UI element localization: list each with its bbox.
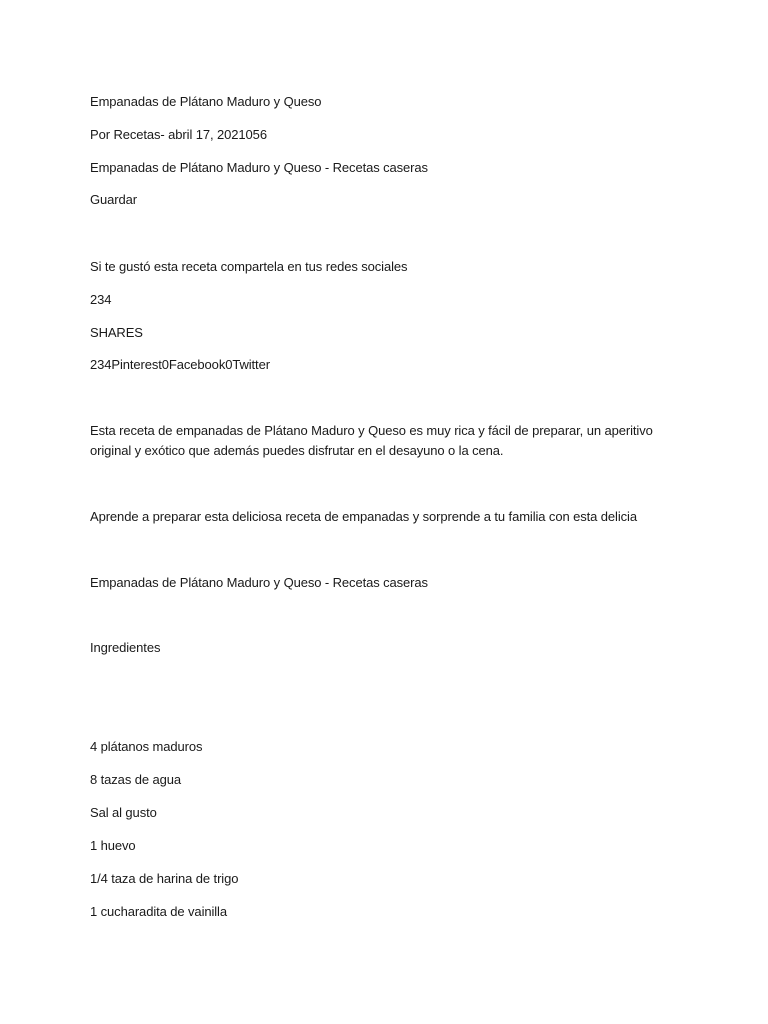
byline: Por Recetas- abril 17, 2021056	[90, 127, 267, 142]
save-link[interactable]: Guardar	[90, 192, 137, 207]
ingredient-item: 1 cucharadita de vainilla	[90, 904, 227, 919]
share-prompt: Si te gustó esta receta compartela en tus redes sociales	[90, 259, 408, 274]
shares-label: SHARES	[90, 325, 143, 340]
ingredient-item: 8 tazas de agua	[90, 772, 182, 787]
recipe-title: Empanadas de Plátano Maduro y Queso	[90, 94, 322, 109]
ingredients-heading: Ingredientes	[90, 640, 161, 655]
ingredient-item: 1 huevo	[90, 838, 136, 853]
ingredient-item: 4 plátanos maduros	[90, 739, 203, 754]
image-caption: Empanadas de Plátano Maduro y Queso - Recetas caseras	[90, 575, 428, 590]
image-caption: Empanadas de Plátano Maduro y Queso - Recetas caseras	[90, 160, 428, 175]
intro-paragraph: Esta receta de empanadas de Plátano Maduro y Queso es muy rica y fácil de preparar, un aperitivo original y exótico que además puedes disfrutar en el desayuno o la cena.	[90, 423, 653, 458]
share-count: 234	[90, 292, 112, 307]
ingredient-item: 1/4 taza de harina de trigo	[90, 871, 239, 886]
learn-paragraph: Aprende a preparar esta deliciosa receta de empanadas y sorprende a tu familia con esta delicia	[90, 509, 637, 524]
share-buttons[interactable]: 234Pinterest0Facebook0Twitter	[90, 357, 270, 372]
ingredient-item: Sal al gusto	[90, 805, 157, 820]
